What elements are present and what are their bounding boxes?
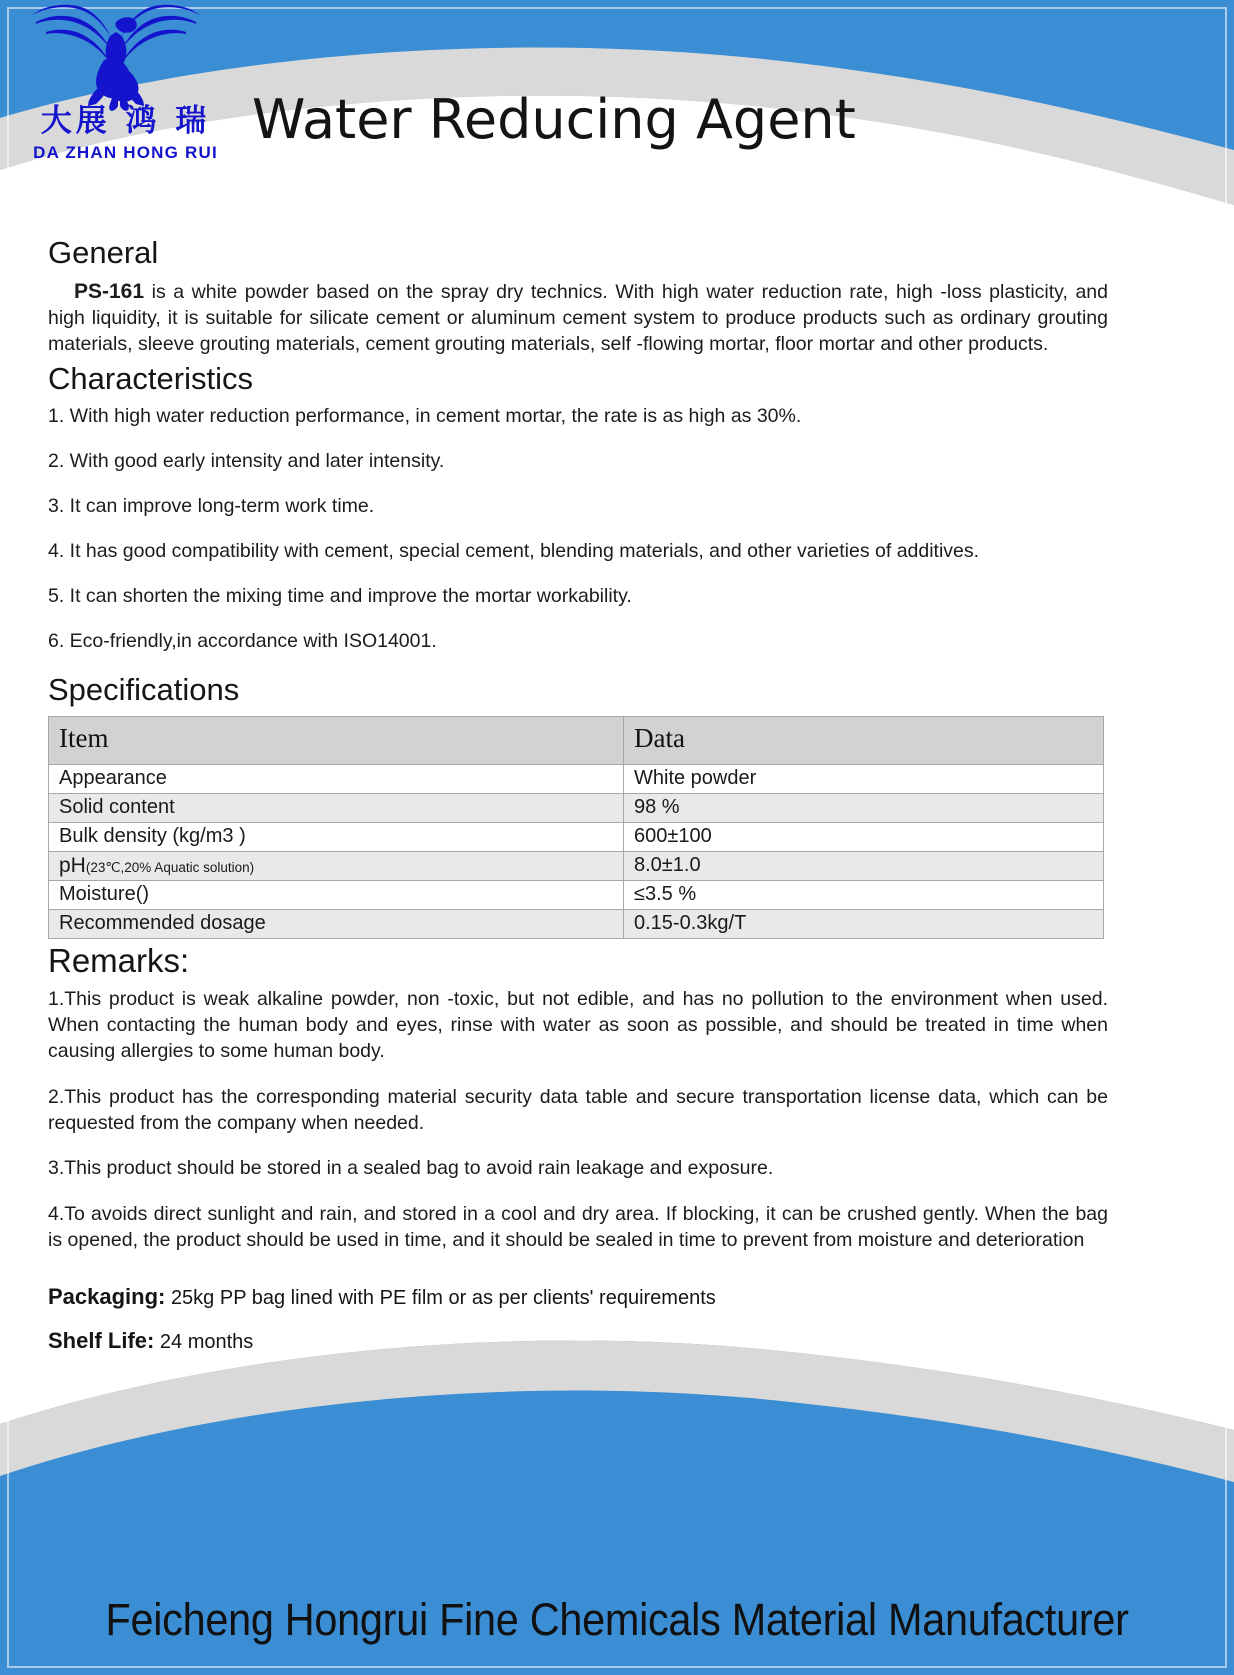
logo-pinyin-name: DA ZHAN HONG RUI [33,143,218,162]
ph-condition: (23℃,20% Aquatic solution) [85,859,255,875]
characteristic-item: 5. It can shorten the mixing time and improve the mortar workability. [48,584,632,607]
remark-item: 3.This product should be stored in a sealed bag to avoid rain leakage and exposure. [48,1157,774,1180]
cell-item: Appearance [49,764,624,793]
document-body [48,236,1108,1372]
shelf-life-value: 24 months [159,1331,254,1354]
cell-data: ≤3.5 % [624,880,1104,909]
characteristic-item: 4. It has good compatibility with cement, special cement, blending materials, and other varieties of additives. [48,539,980,562]
table-row [49,851,1104,880]
cell-item: Moisture() [49,880,624,909]
cell-data: 8.0±1.0 [624,851,1104,880]
packaging-label: Packaging: [48,1284,166,1310]
company-logo [18,2,233,167]
cell-data: 600±100 [624,822,1104,851]
heading-specifications: Specifications [48,672,240,708]
remark-item: 1.This product is weak alkaline powder, non -toxic, but not edible, and has no pollution to the environment when used. When contacting the human body and eyes, rinse with water as soon as possible, and should be treated in time when causing allergies to some human body. [48,987,1108,1062]
packaging-line [48,1284,1108,1310]
general-paragraph [48,278,1108,358]
cell-data: White powder [624,764,1104,793]
heading-general: General [48,235,159,270]
cell-item: Recommended dosage [49,909,624,938]
shelf-life-line [48,1328,1108,1354]
table-header-row [49,716,1104,764]
heading-characteristics: Characteristics [48,360,253,396]
shelf-life-label: Shelf Life: [48,1328,155,1354]
cell-item: Bulk density (kg/m3 ) [49,822,624,851]
characteristic-item: 3. It can improve long-term work time. [48,494,375,517]
logo-chinese-name: 大展 鸿 瑞 [40,103,211,139]
eagle-icon [26,2,206,112]
remark-item: 4.To avoids direct sunlight and rain, and stored in a cool and dry area. If blocking, it can be crushed gently. When the bag is opened, the product should be used in time, and it should be sealed in time to prevent from moisture and deterioration [48,1203,1108,1252]
product-code: PS-161 [74,280,145,304]
table-row [49,822,1104,851]
packaging-value: 25kg PP bag lined with PE film or as per clients' requirements [170,1287,716,1310]
characteristic-item: 6. Eco-friendly,in accordance with ISO14001. [48,629,437,652]
cell-data: 98 % [624,793,1104,822]
table-row [49,880,1104,909]
column-header-item: Item [49,716,624,764]
characteristic-item: 2. With good early intensity and later intensity. [48,449,445,472]
characteristic-item: 1. With high water reduction performance, in cement mortar, the rate is as high as 30%. [48,404,802,427]
ph-label: pH [59,853,86,877]
cell-item: Solid content [49,793,624,822]
table-row [49,909,1104,938]
column-header-data: Data [624,716,1104,764]
general-text: is a white powder based on the spray dry technics. With high water reduction rate, high -loss plasticity, and high liquidity, it is suitable for silicate cement or aluminum cement system to produce products such as ordinary grouting materials, sleeve grouting materials, cement grouting materials, self -flowing mortar, floor mortar and other products. [48,281,1108,355]
heading-remarks: Remarks: [48,941,190,979]
table-row [49,764,1104,793]
table-row [49,793,1104,822]
footer-banner [0,1565,1234,1675]
company-footer-name: Feicheng Hongrui Fine Chemicals Material Manufacturer [105,1594,1129,1645]
remark-item: 2.This product has the corresponding material security data table and secure transportation license data, which can be requested from the company when needed. [48,1085,1108,1134]
specifications-table [48,716,1104,939]
page-title: Water Reducing Agent [252,88,856,151]
cell-item-ph [49,851,624,880]
cell-data: 0.15-0.3kg/T [624,909,1104,938]
